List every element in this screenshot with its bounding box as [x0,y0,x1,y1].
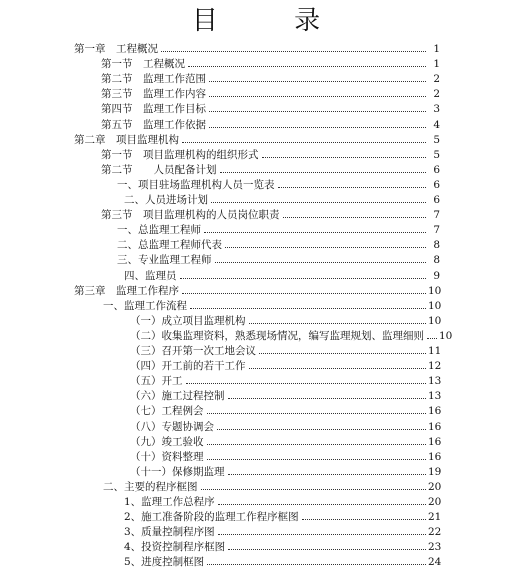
toc-entry-page: 7 [433,224,440,237]
dot-leader [225,247,426,248]
dot-leader [302,519,426,520]
dot-leader [207,413,427,414]
toc-entry-label: 第四节 监理工作目标 [101,103,206,116]
toc-entry-label: 第一章 工程概况 [74,43,158,55]
toc-entry-page: 6 [433,163,440,176]
toc-entry[interactable] [124,523,440,538]
toc-entry-page: 1 [433,43,440,55]
toc-entry[interactable] [101,70,440,85]
toc-entry-label: 第五节 监理工作依据 [101,118,206,131]
toc-entry-page: 10 [428,284,442,297]
toc-entry[interactable] [130,448,440,463]
dot-leader [262,157,427,158]
dot-leader [188,66,426,67]
toc-entry-label: （三）召开第一次工地会议 [130,345,256,357]
toc-entry[interactable] [101,85,440,100]
toc-entry-label: （二）收集监理资料，熟悉现场情况，编写监理规划、监理细则 [130,329,424,342]
dot-leader [218,504,426,505]
toc-entry-page: 13 [428,375,442,388]
toc-entry-label: （十一）保修期监理 [130,465,225,478]
toc-entry-page: 2 [433,73,440,86]
toc-entry[interactable] [130,357,440,372]
toc-entry-page: 16 [428,420,442,433]
toc-entry[interactable] [101,161,440,176]
toc-entry[interactable] [101,55,440,70]
toc-entry-page: 22 [428,526,442,539]
toc-entry-page: 2 [433,88,440,101]
toc-entry[interactable] [130,327,453,342]
dot-leader [217,429,426,430]
dot-leader [190,308,426,309]
toc-entry-label: （十）资料整理 [130,450,204,463]
toc-entry-label: （八）专题协调会 [130,420,214,433]
dot-leader [207,564,426,565]
toc-entry[interactable] [124,538,440,553]
toc-entry-label: 一、总监理工程师 [117,224,201,237]
toc-entry-label: 三、专业监理工程师 [117,254,212,267]
dot-leader [209,96,426,97]
toc-entry-page: 16 [428,450,442,463]
toc-entry-page: 12 [428,360,442,373]
toc-entry[interactable] [124,493,440,508]
dot-leader [427,338,437,339]
dot-leader [209,127,426,128]
toc-entry-label: 4、投资控制程序框图 [124,541,226,554]
toc-entry[interactable] [124,267,440,282]
dot-leader [182,293,426,294]
toc-entry-page: 24 [428,556,442,568]
toc-entry[interactable] [101,206,440,221]
toc-entry[interactable] [101,100,440,115]
dot-leader [182,142,426,143]
toc-entry[interactable] [130,312,440,327]
toc-entry[interactable] [103,297,440,312]
toc-entry[interactable] [101,116,440,131]
toc-entry-page: 7 [433,209,440,222]
toc-entry-label: 3、质量控制程序图 [124,526,215,539]
toc-entry-label: 二、人员进场计划 [124,194,208,206]
toc-entry[interactable] [130,418,440,433]
dot-leader [228,474,427,475]
toc-entry[interactable] [124,191,440,206]
dot-leader [161,51,426,52]
toc-entry-label: 四、监理员 [124,269,177,282]
dot-leader [209,81,426,82]
toc-entry-page: 13 [428,390,442,403]
dot-leader [249,323,427,324]
toc-entry-label: 第二节 人员配备计划 [101,163,217,176]
toc-entry-label: （五）开工 [130,375,183,388]
toc-entry-label: 2、施工准备阶段的监理工作程序框图 [124,511,299,524]
toc-entry[interactable] [74,131,440,146]
toc-entry[interactable] [130,342,440,357]
dot-leader [283,217,427,218]
toc-entry-page: 10 [439,329,453,342]
toc-entry[interactable] [103,478,440,493]
toc-entry-page: 3 [433,103,440,116]
toc-entry-page: 8 [433,254,440,267]
toc-entry-page: 4 [433,118,440,131]
toc-entry-label: 一、项目驻场监理机构人员一览表 [117,178,275,191]
toc-entry[interactable] [101,146,440,161]
toc-entry-page: 16 [428,405,442,418]
toc-entry[interactable] [117,221,440,236]
toc-entry-page: 5 [433,133,440,146]
toc-entry[interactable] [117,236,440,251]
dot-leader [249,368,427,369]
dot-leader [278,187,427,188]
toc-entry-label: 第二节 监理工作范围 [101,73,206,86]
toc-entry-label: 第一节 工程概况 [101,58,185,71]
toc-entry-label: 第三节 项目监理机构的人员岗位职责 [101,209,280,222]
dot-leader [228,549,426,550]
toc-entry[interactable] [130,387,440,402]
toc-entry-label: （七）工程例会 [130,405,204,418]
toc-entry[interactable] [117,251,440,266]
page-title: 目 录 [191,6,355,36]
toc-entry-label: 第一节 项目监理机构的组织形式 [101,148,259,161]
toc-entry[interactable] [130,402,440,417]
toc-entry-page: 21 [428,511,442,524]
toc-entry[interactable] [74,40,440,55]
toc-entry-page: 1 [433,58,440,71]
toc-entry[interactable] [74,282,440,297]
toc-entry-label: 5、进度控制框图 [124,556,205,568]
dot-leader [211,202,426,203]
toc-entry-page: 16 [428,435,442,448]
toc-entry[interactable] [130,372,440,387]
dot-leader [180,278,427,279]
dot-leader [259,353,426,354]
toc-entry-page: 5 [433,148,440,161]
toc-entry-page: 9 [433,269,440,282]
dot-leader [207,459,427,460]
toc-entry-page: 20 [428,496,442,508]
toc-entry-label: （一）成立项目监理机构 [130,314,246,327]
toc-entry[interactable] [124,508,440,523]
toc-entry-page: 23 [428,541,442,554]
dot-leader [201,489,427,490]
dot-leader [218,534,426,535]
toc-entry[interactable] [117,176,440,191]
toc-entry-label: （六）施工过程控制 [130,390,225,403]
dot-leader [207,444,427,445]
dot-leader [209,111,426,112]
dot-leader [204,232,426,233]
toc-entry-label: 1、监理工作总程序 [124,496,215,508]
dot-leader [228,398,427,399]
toc-entry-page: 6 [433,178,440,191]
toc-entry-page: 8 [433,239,440,252]
toc-entry-label: 第二章 项目监理机构 [74,133,179,146]
toc-entry-page: 11 [428,345,442,357]
toc-entry-label: 一、监理工作流程 [103,299,187,312]
toc-entry-page: 10 [428,314,442,327]
dot-leader [186,383,427,384]
toc-entry[interactable] [130,463,440,478]
toc-entry-label: 第三节 监理工作内容 [101,88,206,101]
toc-entry-page: 10 [428,299,442,312]
toc-entry-label: （九）竣工验收 [130,435,204,448]
toc-entry-page: 19 [428,465,442,478]
toc-entry-label: 二、主要的程序框图 [103,480,198,493]
toc-entry-page: 6 [433,194,440,206]
toc-entry[interactable] [124,553,440,568]
dot-leader [215,262,427,263]
toc-entry-label: 第三章 监理工作程序 [74,284,179,297]
toc-entry-label: 二、总监理工程师代表 [117,239,222,252]
toc-entry[interactable] [130,433,440,448]
toc-entry-page: 20 [428,480,442,493]
dot-leader [220,172,427,173]
toc-entry-label: （四）开工前的若干工作 [130,360,246,373]
